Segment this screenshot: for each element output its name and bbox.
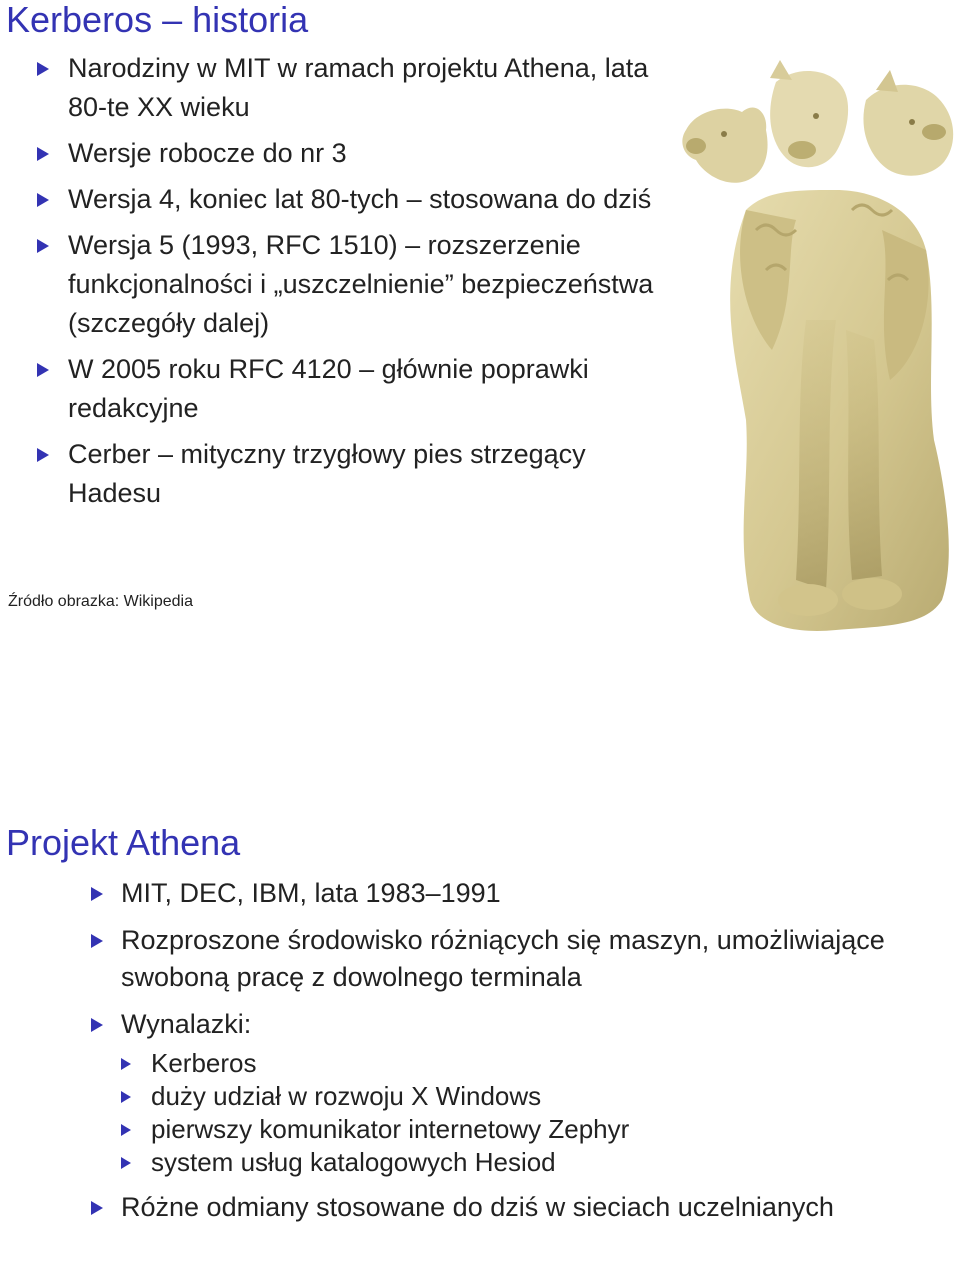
list-item bbox=[37, 180, 657, 219]
bullet-text: Narodziny w MIT w ramach projektu Athena, lata 80-te XX wieku bbox=[68, 53, 649, 122]
bullet-text: MIT, DEC, IBM, lata 1983–1991 bbox=[121, 878, 501, 908]
slide-title: Kerberos – historia bbox=[6, 0, 309, 40]
bullet-triangle-icon bbox=[91, 1201, 103, 1215]
sub-list-item bbox=[121, 1080, 921, 1113]
list-item bbox=[91, 1006, 951, 1179]
sub-bullet-text: duży udział w rozwoju X Windows bbox=[151, 1081, 542, 1111]
bullet-triangle-icon bbox=[121, 1058, 131, 1070]
bullet-text: Różne odmiany stosowane do dziś w sieciach uczelnianych bbox=[121, 1192, 834, 1222]
bullet-triangle-icon bbox=[121, 1124, 131, 1136]
bullet-triangle-icon bbox=[37, 363, 49, 377]
bullet-text: Wynalazki: bbox=[121, 1009, 252, 1039]
sub-list-item bbox=[121, 1113, 921, 1146]
list-item bbox=[37, 49, 657, 127]
list-item bbox=[91, 875, 951, 912]
bullet-triangle-icon bbox=[121, 1091, 131, 1103]
sub-bullet-text: system usług katalogowych Hesiod bbox=[151, 1147, 556, 1177]
bullet-triangle-icon bbox=[91, 1018, 103, 1032]
slide-project-athena bbox=[0, 810, 960, 1261]
sub-list-item bbox=[121, 1146, 921, 1179]
bullet-text: Wersje robocze do nr 3 bbox=[68, 138, 347, 168]
sub-bullet-list bbox=[121, 1047, 921, 1179]
list-item bbox=[91, 922, 951, 996]
bullet-text: Wersja 4, koniec lat 80-tych – stosowana do dziś bbox=[68, 184, 652, 214]
bullet-triangle-icon bbox=[121, 1157, 131, 1169]
bullet-triangle-icon bbox=[37, 448, 49, 462]
bullet-triangle-icon bbox=[91, 934, 103, 948]
slide-title: Projekt Athena bbox=[6, 822, 241, 863]
sub-bullet-text: Kerberos bbox=[151, 1048, 257, 1078]
list-item bbox=[91, 1189, 951, 1226]
bullet-triangle-icon bbox=[37, 239, 49, 253]
sub-list-item bbox=[121, 1047, 921, 1080]
bullet-text: Wersja 5 (1993, RFC 1510) – rozszerzenie funkcjonalności i „uszczelnienie” bezpieczeństwa (szczegóły dalej) bbox=[68, 230, 654, 338]
sub-bullet-text: pierwszy komunikator internetowy Zephyr bbox=[151, 1114, 630, 1144]
cerberus-statue-image bbox=[676, 60, 958, 636]
list-item bbox=[37, 350, 657, 428]
bullet-triangle-icon bbox=[91, 887, 103, 901]
image-source-caption: Źródło obrazka: Wikipedia bbox=[8, 593, 193, 610]
bullet-text: Cerber – mityczny trzygłowy pies strzegący Hadesu bbox=[68, 439, 586, 508]
bullet-text: W 2005 roku RFC 4120 – głównie poprawki redakcyjne bbox=[68, 354, 589, 423]
list-item bbox=[37, 435, 657, 513]
bullet-triangle-icon bbox=[37, 147, 49, 161]
bullet-list bbox=[37, 49, 657, 520]
list-item bbox=[37, 134, 657, 173]
bullet-triangle-icon bbox=[37, 62, 49, 76]
bullet-list bbox=[91, 875, 951, 1236]
bullet-text: Rozproszone środowisko różniących się maszyn, umożliwiające swoboną pracę z dowolnego terminala bbox=[121, 925, 885, 992]
list-item bbox=[37, 226, 657, 343]
bullet-triangle-icon bbox=[37, 193, 49, 207]
